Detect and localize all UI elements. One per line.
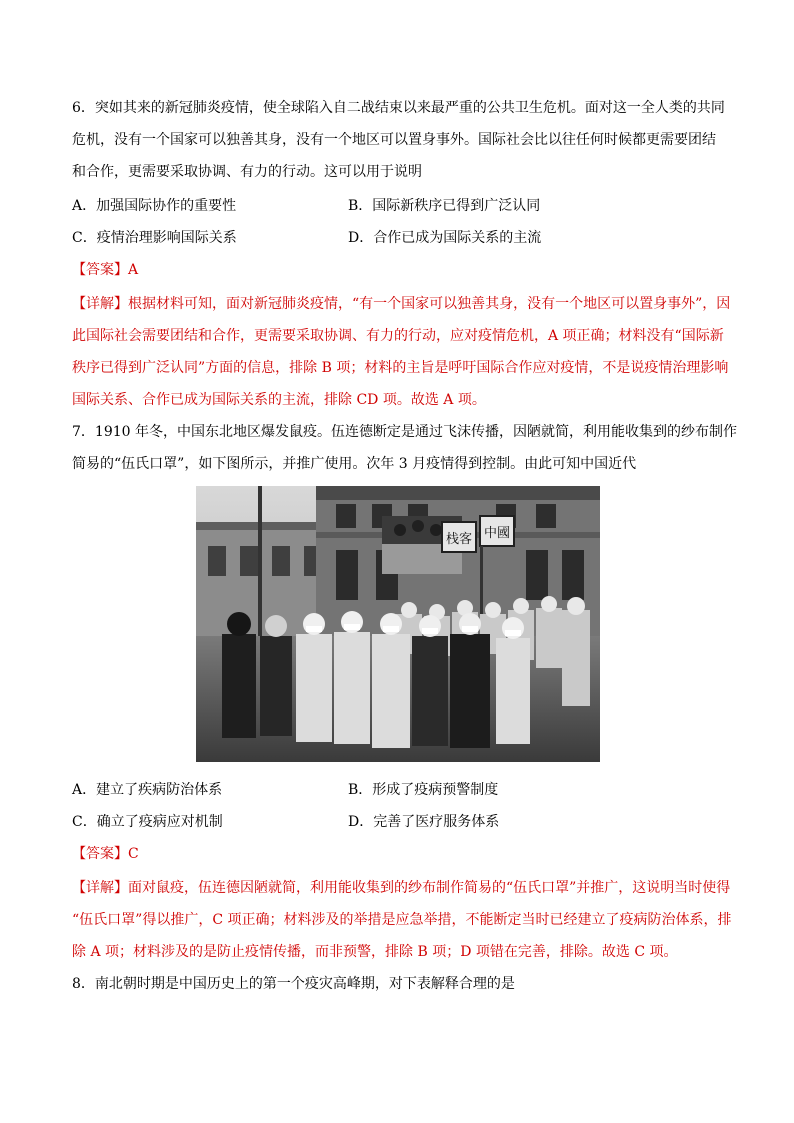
q7-option-c: C．确立了疫病应对机制 <box>72 814 223 830</box>
q6-option-b: B．国际新秩序已得到广泛认同 <box>348 198 541 214</box>
q6-detail-line-3: 秩序已得到广泛认同”方面的信息，排除 B 项；材料的主旨是呼吁国际合作应对疫情，不是说疫情治理影响 <box>72 360 729 376</box>
sign-right-text: 中國 <box>483 526 511 541</box>
q7-detail-line-1: 【详解】面对鼠疫，伍连德因陋就简，利用能收集到的纱布制作简易的“伍氏口罩”并推广，这说明当时使得 <box>72 880 731 896</box>
q6-option-d: D．合作已成为国际关系的主流 <box>348 230 542 246</box>
q7-detail-line-2: “伍氏口罩”得以推广，C 项正确；材料涉及的举措是应急举措，不能断定当时已经建立了疫病防治体系，排 <box>72 912 732 928</box>
q7-detail-line-3: 除 A 项；材料涉及的是防止疫情传播，而非预警，排除 B 项；D 项错在完善，排除。故选 C 项。 <box>72 944 678 960</box>
q6-stem-line-3: 和合作，更需要采取协调、有力的行动。这可以用于说明 <box>72 164 422 180</box>
q6-answer: 【答案】A <box>72 262 139 278</box>
q8-stem-line-1: 8．南北朝时期是中国历史上的第一个疫灾高峰期，对下表解释合理的是 <box>72 976 515 992</box>
q6-stem-line-1: 6．突如其来的新冠肺炎疫情，使全球陷入自二战结束以来最严重的公共卫生危机。面对这一全人类的共同 <box>72 100 725 116</box>
q6-detail-line-2: 此国际社会需要团结和合作，更需要采取协调、有力的行动，应对疫情危机，A 项正确；材料没有“国际新 <box>72 328 724 344</box>
q7-option-d: D．完善了医疗服务体系 <box>348 814 500 830</box>
q7-answer: 【答案】C <box>72 846 139 862</box>
q7-option-a: A．建立了疾病防治体系 <box>72 782 223 798</box>
q6-option-a: A．加强国际协作的重要性 <box>72 198 237 214</box>
q6-option-c: C．疫情治理影响国际关系 <box>72 230 237 246</box>
plague-mask-photo <box>196 486 600 762</box>
q7-stem-line-1: 7．1910 年冬，中国东北地区爆发鼠疫。伍连德断定是通过飞沫传播，因陋就简，利用能收集到的纱布制作 <box>72 424 737 440</box>
sign-left-text: 栈客 <box>445 532 473 547</box>
q7-option-b: B．形成了疫病预警制度 <box>348 782 499 798</box>
q6-detail-line-1: 【详解】根据材料可知，面对新冠肺炎疫情，“有一个国家可以独善其身，没有一个地区可以置身事外”，因 <box>72 296 731 312</box>
q7-stem-line-2: 简易的“伍氏口罩”，如下图所示，并推广使用。次年 3 月疫情得到控制。由此可知中国近代 <box>72 456 637 472</box>
q6-detail-line-4: 国际关系、合作已成为国际关系的主流，排除 CD 项。故选 A 项。 <box>72 392 486 408</box>
q6-stem-line-2: 危机，没有一个国家可以独善其身，没有一个地区可以置身事外。国际社会比以往任何时候都更需要团结 <box>72 132 716 148</box>
